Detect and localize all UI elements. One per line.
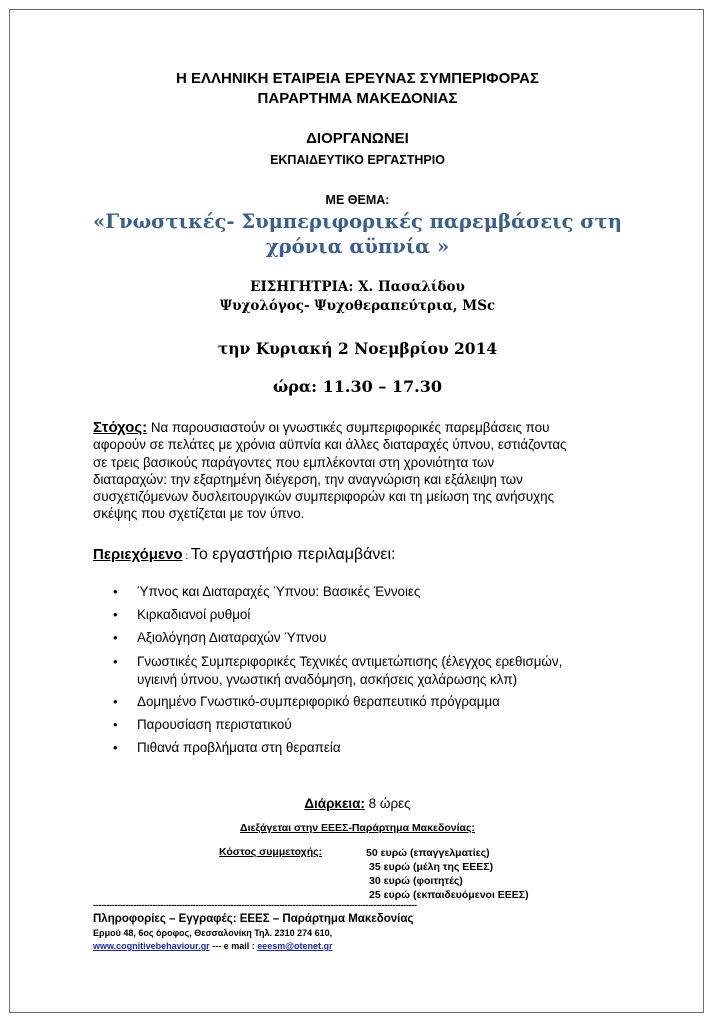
bullet: •	[113, 694, 118, 709]
list-item: • Δομημένο Γνωστικό-συμπεριφορικό θεραπευτικό πρόγραμμα	[113, 694, 500, 709]
list-item: • Παρουσίαση περιστατικού	[113, 717, 292, 732]
email-link[interactable]: eeesm@otenet.gr	[257, 941, 333, 951]
organizes-label: ΔΙΟΡΓΑΝΩΝΕΙ	[306, 130, 409, 147]
goal-line: Να παρουσιαστούν οι γνωστικές συμπεριφορικές παρεμβάσεις που	[147, 420, 550, 435]
cost-row: 35 ευρώ (μέλη της ΕΕΕΣ)	[369, 861, 494, 873]
content-label: Περιεχόμενο	[93, 546, 183, 563]
duration-label: Διάρκεια:	[304, 796, 365, 811]
cost-row: 50 ευρώ (επαγγελματίες)	[366, 847, 490, 859]
goal-line: σκέψης που σχετίζεται με τον ύπνο.	[93, 506, 305, 522]
bullet: •	[113, 630, 118, 645]
goal-line: αφορούν σε πελάτες με χρόνια αϋπνία και άλλες διαταραχές ύπνου, εστιάζοντας	[93, 437, 567, 453]
list-item: • Κιρκαδιανοί ρυθμοί	[113, 607, 251, 622]
goal-line: σε τρεις βασικούς παράγοντες που εμπλέκονται στη χρονιότητα των	[93, 454, 495, 470]
goal-paragraph	[93, 419, 567, 523]
event-time: ώρα: 11.30 – 17.30	[272, 377, 442, 396]
duration-value: 8 ώρες	[364, 796, 411, 811]
event-date: την Κυριακή 2 Νοεμβρίου 2014	[217, 339, 498, 358]
goal-label: Στόχος:	[93, 419, 148, 436]
event-type: ΕΚΠΑΙΔΕΥΤΙΚΟ ΕΡΓΑΣΤΗΡΙΟ	[270, 153, 445, 167]
bullet: •	[113, 717, 118, 732]
content-colon: :	[182, 551, 191, 562]
list-item: • Ύπνος και Διαταραχές Ύπνου: Βασικές Έννοιες	[113, 584, 421, 599]
content-heading	[93, 546, 396, 564]
topic-title-line1: «Γνωστικές- Συμπεριφορικές παρεμβάσεις στη	[93, 210, 622, 233]
bullet: •	[113, 654, 118, 669]
content-intro: Το εργαστήριο περιλαμβάνει:	[190, 546, 396, 563]
website-link[interactable]: www.cognitivebehaviour.gr	[93, 941, 210, 951]
topic-title-line2: χρόνια αϋπνία »	[265, 235, 450, 258]
speaker-title: Ψυχολόγος- Ψυχοθεραπεύτρια, MSc	[219, 298, 496, 314]
list-item: • Πιθανά προβλήματα στη θεραπεία	[113, 740, 341, 755]
goal-line: συσχετιζόμενων δυσλειτουργικών συμπεριφορών και τη μείωση της ανήσυχης	[93, 489, 555, 505]
speaker-name: ΕΙΣΗΓΗΤΡΙΑ: Χ. Πασαλίδου	[250, 279, 465, 295]
venue-line: Διεξάγεται στην ΕΕΕΣ-Παράρτημα Μακεδονίας:	[240, 822, 475, 834]
cost-row: 30 ευρώ (φοιτητές)	[369, 875, 463, 887]
footer-address: Ερμού 48, 6ος όροφος, Θεσσαλονίκη Τηλ. 2310 274 610,	[93, 928, 333, 938]
list-item: • Αξιολόγηση Διαταραχών Ύπνου	[113, 630, 327, 645]
cost-label: Κόστος συμμετοχής:	[219, 846, 323, 858]
org-title: Η ΕΛΛΗΝΙΚΗ ΕΤΑΙΡΕΙΑ ΕΡΕΥΝΑΣ ΣΥΜΠΕΡΙΦΟΡΑΣ	[176, 70, 539, 87]
cost-row: 25 ευρώ (εκπαιδευόμενοι ΕΕΕΣ)	[369, 889, 529, 901]
footer-contact	[93, 941, 333, 951]
bullet: •	[113, 584, 118, 599]
list-item: • Γνωστικές Συμπεριφορικές Τεχνικές αντιμετώπισης (έλεγχος ερεθισμών, υγιεινή ύπνου, γνωστική αναδόμηση, ασκήσεις χαλάρωσης κλπ)	[113, 654, 563, 687]
goal-line: διαταραχών: την εξαρτημένη διέγερση, την αναγνώριση και εξάλειψη των	[93, 471, 523, 487]
bullet: •	[113, 607, 118, 622]
content-list	[93, 584, 562, 763]
topic-label: ΜΕ ΘΕΜΑ:	[325, 193, 390, 207]
duration-line	[0, 796, 715, 811]
cost-list	[366, 846, 529, 902]
footer-info: Πληροφορίες – Εγγραφές: ΕΕΕΣ – Παράρτημα Μακεδονίας	[93, 913, 414, 925]
email-separator: --- e mail :	[209, 941, 258, 951]
branch-title: ΠΑΡΑΡΤΗΜΑ ΜΑΚΕΔΟΝΙΑΣ	[257, 90, 458, 107]
bullet: •	[113, 740, 118, 755]
footer-divider: ------------------------------------------------------------------------------------------------------------------------	[93, 900, 417, 910]
